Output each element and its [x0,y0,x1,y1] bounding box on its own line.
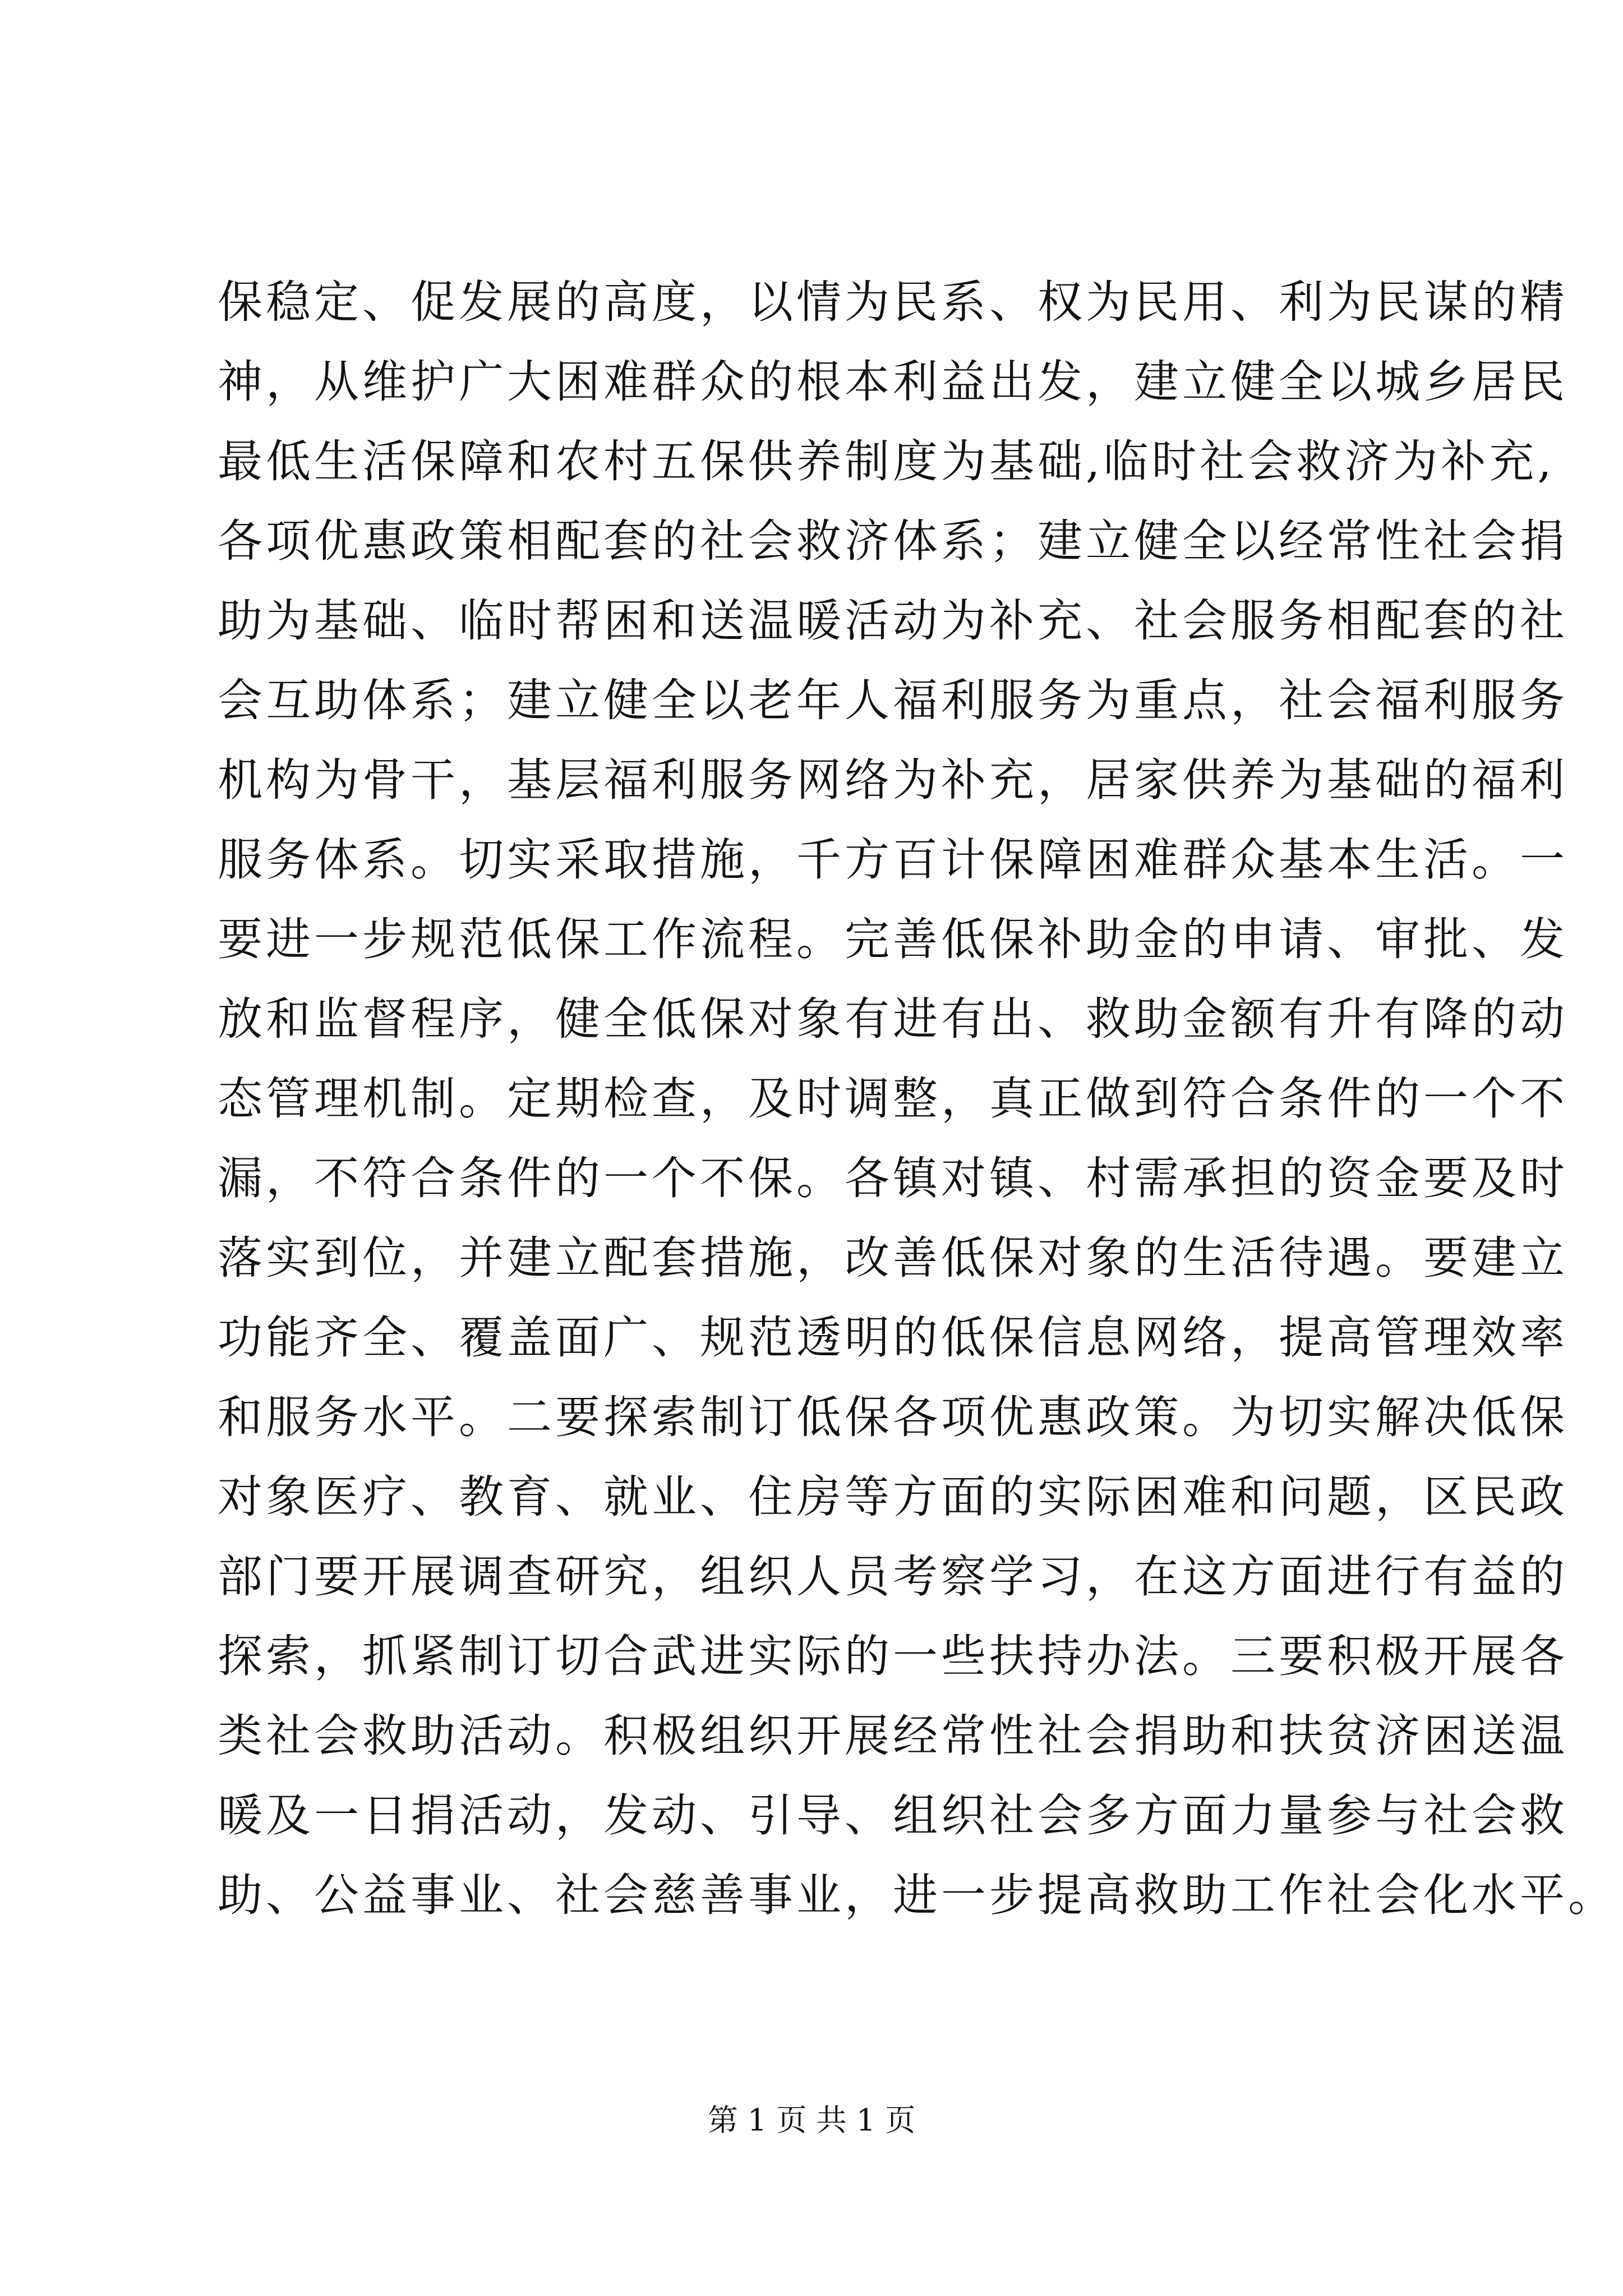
text-line: 各项优惠政策相配套的社会救济体系；建立健全以经常性社会捐 [218,515,1568,567]
text-line: 部门要开展调查研究，组织人员考察学习，在这方面进行有益的 [218,1550,1568,1603]
text-line: 助为基础、临时帮困和送温暖活动为补充、社会服务相配套的社 [218,595,1568,647]
page-footer: 第 1 页 共 1 页 [707,2102,916,2138]
text-line: 要进一步规范低保工作流程。完善低保补助金的申请、审批、发 [218,913,1568,965]
text-line: 功能齐全、覆盖面广、规范透明的低保信息网络，提高管理效率 [218,1312,1568,1364]
text-line: 助、公益事业、社会慈善事业，进一步提高救助工作社会化水平。 [218,1869,1616,1921]
text-line: 态管理机制。定期检查，及时调整，真正做到符合条件的一个不 [218,1073,1568,1125]
text-line: 探索，抓紧制订切合武进实际的一些扶持办法。三要积极开展各 [218,1630,1568,1682]
text-line: 放和监督程序，健全低保对象有进有出、救助金额有升有降的动 [218,993,1568,1045]
text-line: 暖及一日捐活动，发动、引导、组织社会多方面力量参与社会救 [218,1789,1568,1842]
text-line: 机构为骨干，基层福利服务网络为补充，居家供养为基础的福利 [218,754,1568,806]
body-paragraph [218,263,1616,1935]
text-line: 神，从维护广大困难群众的根本利益出发，建立健全以城乡居民 [218,356,1568,408]
text-line: 类社会救助活动。积极组织开展经常性社会捐助和扶贫济困送温 [218,1710,1568,1762]
text-line: 最低生活保障和农村五保供养制度为基础,临时社会救济为补充, [218,435,1555,487]
text-line: 和服务水平。二要探索制订低保各项优惠政策。为切实解决低保 [218,1391,1568,1443]
text-line: 会互助体系；建立健全以老年人福利服务为重点，社会福利服务 [218,674,1568,726]
text-line: 落实到位，并建立配套措施，改善低保对象的生活待遇。要建立 [218,1232,1568,1284]
text-line: 保稳定、促发展的高度，以情为民系、权为民用、利为民谋的精 [218,276,1568,328]
text-line: 服务体系。切实采取措施，千方百计保障困难群众基本生活。一 [218,834,1568,886]
text-line: 漏，不符合条件的一个不保。各镇对镇、村需承担的资金要及时 [218,1152,1568,1204]
text-line: 对象医疗、教育、就业、住房等方面的实际困难和问题，区民政 [218,1471,1568,1523]
